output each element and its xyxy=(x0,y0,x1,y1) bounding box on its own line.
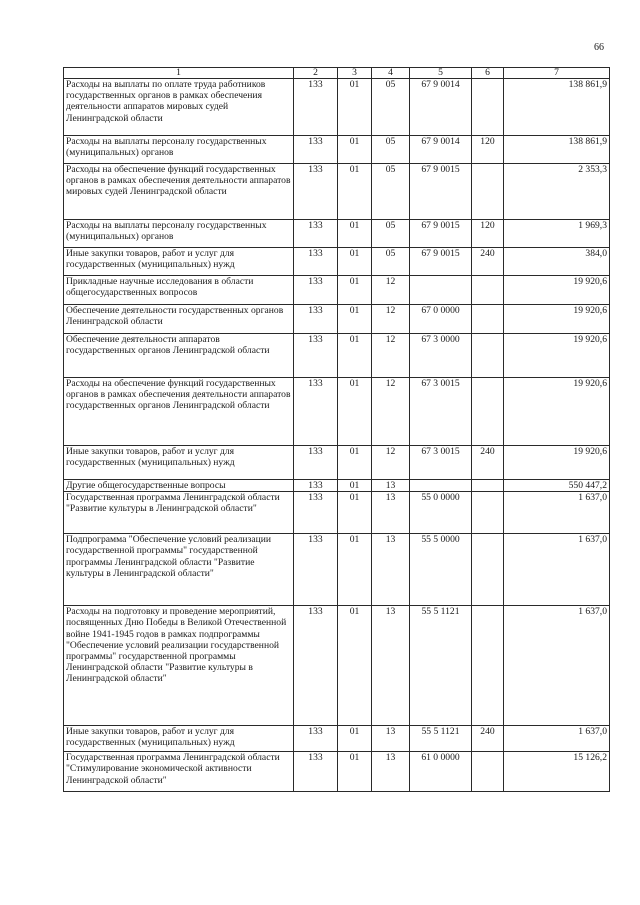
cell-rz: 01 xyxy=(338,305,372,334)
cell-rz: 01 xyxy=(338,606,372,726)
cell-pr: 12 xyxy=(372,276,410,305)
column-header: 7 xyxy=(504,68,610,79)
cell-pr: 13 xyxy=(372,480,410,492)
table-row xyxy=(64,79,610,136)
table-row xyxy=(64,305,610,334)
cell-vr: 240 xyxy=(472,446,504,480)
cell-sum: 2 353,3 xyxy=(504,164,610,220)
cell-csr: 55 0 0000 xyxy=(410,492,472,534)
cell-sum: 19 920,6 xyxy=(504,446,610,480)
column-header: 1 xyxy=(64,68,294,79)
table-row xyxy=(64,480,610,492)
cell-sum: 1 969,3 xyxy=(504,220,610,248)
cell-name: Расходы на выплаты по оплате труда работников государственных органов в рамках обеспечения деятельности аппаратов мировых судей Ленинградской области xyxy=(64,79,294,136)
cell-csr: 55 5 1121 xyxy=(410,606,472,726)
cell-rz: 01 xyxy=(338,446,372,480)
cell-csr: 67 9 0015 xyxy=(410,220,472,248)
cell-csr: 67 9 0015 xyxy=(410,248,472,276)
table-row xyxy=(64,726,610,752)
cell-name: Обеспечение деятельности государственных органов Ленинградской области xyxy=(64,305,294,334)
cell-ved: 133 xyxy=(294,726,338,752)
cell-pr: 12 xyxy=(372,446,410,480)
cell-rz: 01 xyxy=(338,534,372,606)
cell-ved: 133 xyxy=(294,534,338,606)
cell-sum: 19 920,6 xyxy=(504,334,610,378)
cell-pr: 05 xyxy=(372,220,410,248)
cell-name: Государственная программа Ленинградской области "Развитие культуры в Ленинградской области" xyxy=(64,492,294,534)
cell-pr: 05 xyxy=(372,248,410,276)
page-number: 66 xyxy=(594,42,604,53)
cell-csr xyxy=(410,480,472,492)
cell-pr: 13 xyxy=(372,492,410,534)
cell-pr: 12 xyxy=(372,378,410,446)
cell-csr: 61 0 0000 xyxy=(410,752,472,792)
cell-pr: 13 xyxy=(372,534,410,606)
cell-sum: 1 637,0 xyxy=(504,492,610,534)
cell-name: Государственная программа Ленинградской области "Стимулирование экономической активности Ленинградской области" xyxy=(64,752,294,792)
cell-vr xyxy=(472,305,504,334)
cell-sum: 138 861,9 xyxy=(504,79,610,136)
table-row xyxy=(64,164,610,220)
cell-pr: 05 xyxy=(372,136,410,164)
cell-vr xyxy=(472,480,504,492)
cell-csr: 67 3 0015 xyxy=(410,378,472,446)
table-row xyxy=(64,276,610,305)
cell-csr: 67 3 0000 xyxy=(410,334,472,378)
cell-rz: 01 xyxy=(338,136,372,164)
cell-ved: 133 xyxy=(294,334,338,378)
cell-sum: 15 126,2 xyxy=(504,752,610,792)
cell-vr xyxy=(472,334,504,378)
column-header: 6 xyxy=(472,68,504,79)
table-row xyxy=(64,248,610,276)
table-row xyxy=(64,492,610,534)
cell-name: Расходы на подготовку и проведение мероприятий, посвященных Дню Победы в Великой Отечественной войне 1941-1945 годов в рамках подпрограммы "Обеспечение условий реализации государственной программы" государственной программы Ленинградской области "Развитие культуры в Ленинградской области" xyxy=(64,606,294,726)
cell-csr: 67 0 0000 xyxy=(410,305,472,334)
cell-vr xyxy=(472,534,504,606)
cell-name: Расходы на выплаты персоналу государственных (муниципальных) органов xyxy=(64,136,294,164)
cell-csr: 67 3 0015 xyxy=(410,446,472,480)
table-row xyxy=(64,136,610,164)
cell-pr: 13 xyxy=(372,726,410,752)
cell-vr xyxy=(472,378,504,446)
cell-sum: 138 861,9 xyxy=(504,136,610,164)
cell-vr xyxy=(472,492,504,534)
table-row xyxy=(64,752,610,792)
cell-rz: 01 xyxy=(338,480,372,492)
cell-ved: 133 xyxy=(294,248,338,276)
cell-ved: 133 xyxy=(294,752,338,792)
cell-pr: 12 xyxy=(372,334,410,378)
cell-vr: 240 xyxy=(472,726,504,752)
table-row xyxy=(64,334,610,378)
cell-name: Иные закупки товаров, работ и услуг для государственных (муниципальных) нужд xyxy=(64,726,294,752)
column-header: 4 xyxy=(372,68,410,79)
cell-ved: 133 xyxy=(294,164,338,220)
cell-rz: 01 xyxy=(338,378,372,446)
cell-name: Иные закупки товаров, работ и услуг для государственных (муниципальных) нужд xyxy=(64,248,294,276)
cell-sum: 1 637,0 xyxy=(504,726,610,752)
cell-csr xyxy=(410,276,472,305)
cell-name: Обеспечение деятельности аппаратов государственных органов Ленинградской области xyxy=(64,334,294,378)
cell-ved: 133 xyxy=(294,480,338,492)
table-row xyxy=(64,606,610,726)
cell-name: Расходы на обеспечение функций государственных органов в рамках обеспечения деятельности аппаратов мировых судей Ленинградской области xyxy=(64,164,294,220)
cell-name: Прикладные научные исследования в области общегосударственных вопросов xyxy=(64,276,294,305)
cell-name: Другие общегосударственные вопросы xyxy=(64,480,294,492)
cell-rz: 01 xyxy=(338,726,372,752)
cell-vr: 240 xyxy=(472,248,504,276)
cell-sum: 19 920,6 xyxy=(504,378,610,446)
cell-pr: 13 xyxy=(372,606,410,726)
cell-ved: 133 xyxy=(294,305,338,334)
cell-ved: 133 xyxy=(294,79,338,136)
cell-csr: 55 5 0000 xyxy=(410,534,472,606)
cell-vr xyxy=(472,164,504,220)
table-row xyxy=(64,446,610,480)
cell-rz: 01 xyxy=(338,492,372,534)
cell-vr xyxy=(472,752,504,792)
cell-rz: 01 xyxy=(338,220,372,248)
cell-vr xyxy=(472,276,504,305)
cell-sum: 19 920,6 xyxy=(504,305,610,334)
cell-name: Подпрограмма "Обеспечение условий реализации государственной программы" государственной программы Ленинградской области "Развитие культуры в Ленинградской области" xyxy=(64,534,294,606)
cell-vr: 120 xyxy=(472,220,504,248)
cell-csr: 67 9 0014 xyxy=(410,79,472,136)
table-row xyxy=(64,220,610,248)
cell-vr: 120 xyxy=(472,136,504,164)
table-row xyxy=(64,378,610,446)
table-row xyxy=(64,534,610,606)
cell-rz: 01 xyxy=(338,276,372,305)
cell-rz: 01 xyxy=(338,334,372,378)
cell-sum: 1 637,0 xyxy=(504,606,610,726)
cell-sum: 384,0 xyxy=(504,248,610,276)
column-header: 3 xyxy=(338,68,372,79)
cell-csr: 55 5 1121 xyxy=(410,726,472,752)
cell-ved: 133 xyxy=(294,492,338,534)
cell-rz: 01 xyxy=(338,248,372,276)
cell-ved: 133 xyxy=(294,378,338,446)
cell-sum: 1 637,0 xyxy=(504,534,610,606)
cell-ved: 133 xyxy=(294,136,338,164)
cell-name: Иные закупки товаров, работ и услуг для государственных (муниципальных) нужд xyxy=(64,446,294,480)
cell-rz: 01 xyxy=(338,164,372,220)
cell-pr: 05 xyxy=(372,164,410,220)
cell-csr: 67 9 0014 xyxy=(410,136,472,164)
cell-vr xyxy=(472,606,504,726)
cell-name: Расходы на выплаты персоналу государственных (муниципальных) органов xyxy=(64,220,294,248)
cell-sum: 19 920,6 xyxy=(504,276,610,305)
header-row xyxy=(64,68,610,79)
cell-ved: 133 xyxy=(294,606,338,726)
cell-vr xyxy=(472,79,504,136)
cell-rz: 01 xyxy=(338,752,372,792)
budget-table xyxy=(63,67,610,792)
cell-ved: 133 xyxy=(294,446,338,480)
cell-ved: 133 xyxy=(294,220,338,248)
cell-name: Расходы на обеспечение функций государственных органов в рамках обеспечения деятельности аппаратов государственных органов Ленинградской области xyxy=(64,378,294,446)
cell-rz: 01 xyxy=(338,79,372,136)
cell-csr: 67 9 0015 xyxy=(410,164,472,220)
cell-pr: 05 xyxy=(372,79,410,136)
cell-ved: 133 xyxy=(294,276,338,305)
cell-pr: 13 xyxy=(372,752,410,792)
column-header: 5 xyxy=(410,68,472,79)
cell-pr: 12 xyxy=(372,305,410,334)
column-header: 2 xyxy=(294,68,338,79)
cell-sum: 550 447,2 xyxy=(504,480,610,492)
